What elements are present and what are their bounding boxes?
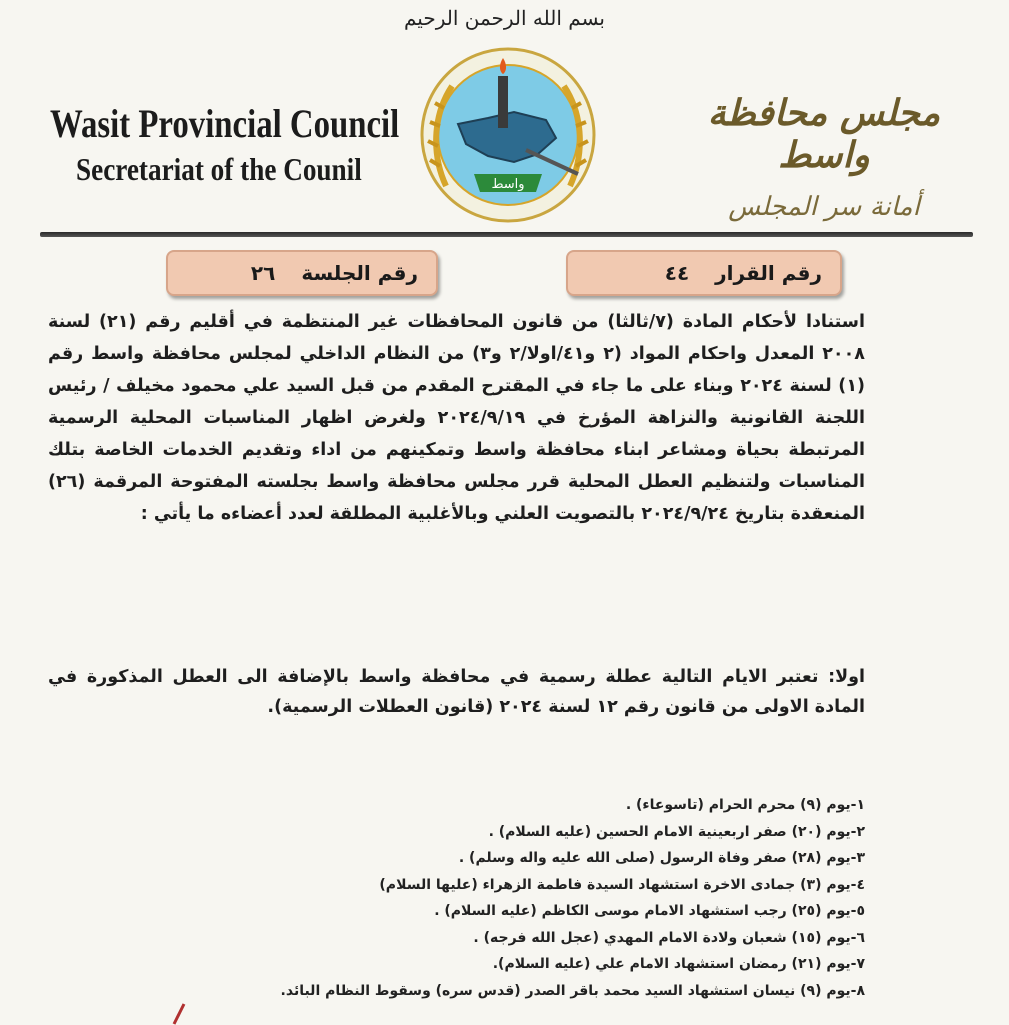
secretariat-name-en: Secretariat of the Counil	[76, 151, 362, 187]
list-item: ٣-يوم (٢٨) صفر وفاة الرسول (صلى الله عليه واله وسلم) .	[458, 850, 865, 866]
session-number-label: رقم الجلسة	[301, 261, 418, 285]
basmala: بسم الله الرحمن الرحيم	[403, 6, 605, 30]
logo-caption: واسط	[491, 177, 525, 192]
decision-number-tag	[566, 250, 842, 296]
session-number-value: ٢٦	[250, 261, 276, 285]
council-name-ar: مجلس محافظة واسط	[707, 92, 941, 176]
decision-preamble: استنادا لأحكام المادة (٧/ثالثا) من قانون المحافظات غير المنتظمة في أقليم رقم (٢١) لسنة ٢٠٠٨ المعدل واحكام المواد (٢ و٤١/اولا/٢ و٣) من النظام الداخلي لمجلس محافظة واسط رقم (١) لسنة ٢٠٢٤ وبناء على ما جاء في المقترح المقدم من قبل السيد علي محمود مخيلف / رئيس اللجنة القانونية والنزاهة المؤرخ في ٢٠٢٤/٩/١٩ ولغرض اظهار المناسبات المحلية الرسمية المرتبطة بحياة ومشاعر ابناء محافظة واسط وتمكينهم من اداء وتقديم الخدمات الخاصة بتلك المناسبات ولتنظيم العطل المحلية قرر مجلس محافظة واسط بجلسته المفتوحة المرقمة (٢٦) المنعقدة بتاريخ ٢٠٢٤/٩/٢٤ بالتصويت العلني وبالأغلبية المطلقة لعدد أعضاءه ما يأتي :	[48, 312, 866, 524]
council-logo	[418, 46, 598, 224]
list-item: ٦-يوم (١٥) شعبان ولادة الامام المهدي (عجل الله فرجه) .	[473, 929, 865, 946]
secretariat-name-ar: أمانة سر المجلس	[728, 192, 920, 222]
pen-mark	[170, 1000, 200, 1025]
list-item: ٧-يوم (٢١) رمضان استشهاد الامام علي (عليه السلام).	[492, 956, 865, 972]
session-number-tag	[166, 250, 438, 296]
decision-number-label: رقم القرار	[715, 261, 822, 285]
list-item: ٤-يوم (٣) جمادى الاخرة استشهاد السيدة فاطمة الزهراء (عليها السلام)	[379, 876, 865, 893]
holiday-list	[225, 792, 865, 1004]
council-name-en: Wasit Provincial Council	[50, 101, 400, 146]
arabic-header	[679, 92, 969, 222]
decision-number-value: ٤٤	[664, 261, 690, 285]
list-item: ٢-يوم (٢٠) صفر اربعينية الامام الحسين (عليه السلام) .	[488, 823, 865, 840]
header-divider	[40, 232, 973, 237]
first-clause: اولا: تعتبر الايام التالية عطلة رسمية في محافظة واسط بالإضافة الى العطل المذكورة في المادة الاولى من قانون رقم ١٢ لسنة ٢٠٢٤ (قانون العطلات الرسمية).	[48, 667, 865, 717]
list-item: ١-يوم (٩) محرم الحرام (تاسوعاء) .	[625, 797, 865, 813]
list-item: ٨-يوم (٩) نيسان استشهاد السيد محمد باقر الصدر (قدس سره) وسقوط النظام البائد.	[280, 982, 865, 999]
list-item: ٥-يوم (٢٥) رجب استشهاد الامام موسى الكاظم (عليه السلام) .	[434, 903, 865, 919]
english-header	[50, 100, 476, 188]
